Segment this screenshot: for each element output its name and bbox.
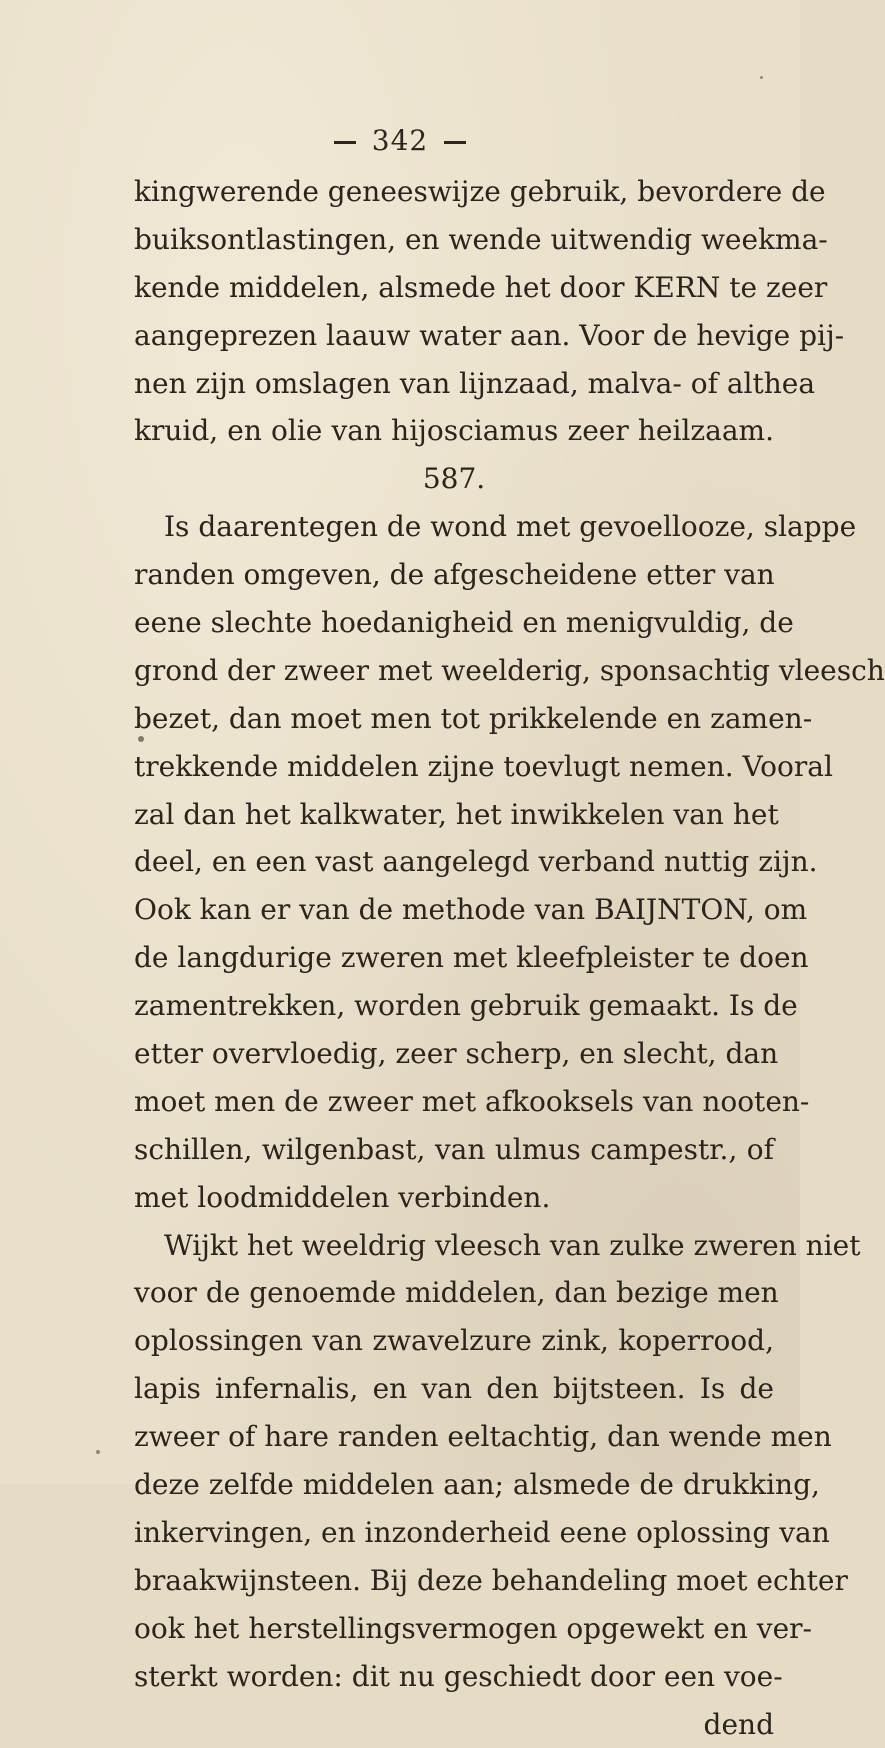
text-line: zweer of hare randen eeltachtig, dan wende men [134, 1413, 774, 1461]
header-dash-right [444, 141, 466, 144]
text-line: sterkt worden: dit nu geschiedt door een voe- [134, 1653, 774, 1701]
text-line: trekkende middelen zijne toevlugt nemen. Vooral [134, 743, 774, 791]
catchword: dend [134, 1701, 774, 1748]
page-number: 342 [372, 124, 428, 157]
text-line: inkervingen, en inzonderheid eene oplossing van [134, 1509, 774, 1557]
paragraph-last-line: met loodmiddelen verbinden. [134, 1174, 774, 1222]
text-line: bezet, dan moet men tot prikkelende en zamen- [134, 695, 774, 743]
text-line: kingwerende geneeswijze gebruik, bevordere de [134, 168, 774, 216]
text-line: de langdurige zweren met kleefpleister te doen [134, 934, 774, 982]
text-line: schillen, wilgenbast, van ulmus campestr., of [134, 1126, 774, 1174]
text-line: moet men de zweer met afkooksels van nooten- [134, 1078, 774, 1126]
text-line: braakwijnsteen. Bij deze behandeling moet echter [134, 1557, 774, 1605]
margin-ink-mark [138, 736, 144, 742]
text-line: grond der zweer met weelderig, sponsachtig vleesch [134, 647, 774, 695]
page-header [0, 124, 800, 157]
body-text [134, 168, 774, 1748]
text-line: nen zijn omslagen van lijnzaad, malva- of althea [134, 360, 774, 408]
header-dash-left [334, 141, 356, 144]
text-line: aangeprezen laauw water aan. Voor de hevige pij- [134, 312, 774, 360]
text-line: randen omgeven, de afgescheidene etter van [134, 551, 774, 599]
text-line: voor de genoemde middelen, dan bezige men [134, 1269, 774, 1317]
paragraph-first-line: Wijkt het weeldrig vleesch van zulke zweren niet [134, 1222, 774, 1270]
paragraph-first-line: Is daarentegen de wond met gevoellooze, slappe [134, 503, 774, 551]
paper-speck [96, 1450, 100, 1454]
text-line: ook het herstellingsvermogen opgewekt en ver- [134, 1605, 774, 1653]
text-line: deel, en een vast aangelegd verband nuttig zijn. [134, 838, 774, 886]
text-line: zamentrekken, worden gebruik gemaakt. Is de [134, 982, 774, 1030]
text-line: zal dan het kalkwater, het inwikkelen van het [134, 791, 774, 839]
paper-speck [760, 76, 763, 79]
text-line: oplossingen van zwavelzure zink, koperrood, [134, 1317, 774, 1365]
text-line: Ook kan er van de methode van BAIJNTON, om [134, 886, 774, 934]
text-line: eene slechte hoedanigheid en menigvuldig, de [134, 599, 774, 647]
text-line: deze zelfde middelen aan; alsmede de drukking, [134, 1461, 774, 1509]
text-line: kruid, en olie van hijosciamus zeer heilzaam. [134, 407, 774, 455]
section-number: 587. [134, 455, 774, 503]
text-line: etter overvloedig, zeer scherp, en slecht, dan [134, 1030, 774, 1078]
text-line: buiksontlastingen, en wende uitwendig weekma- [134, 216, 774, 264]
text-line: lapis infernalis, en van den bijtsteen. Is de [134, 1365, 774, 1413]
text-line: kende middelen, alsmede het door KERN te zeer [134, 264, 774, 312]
